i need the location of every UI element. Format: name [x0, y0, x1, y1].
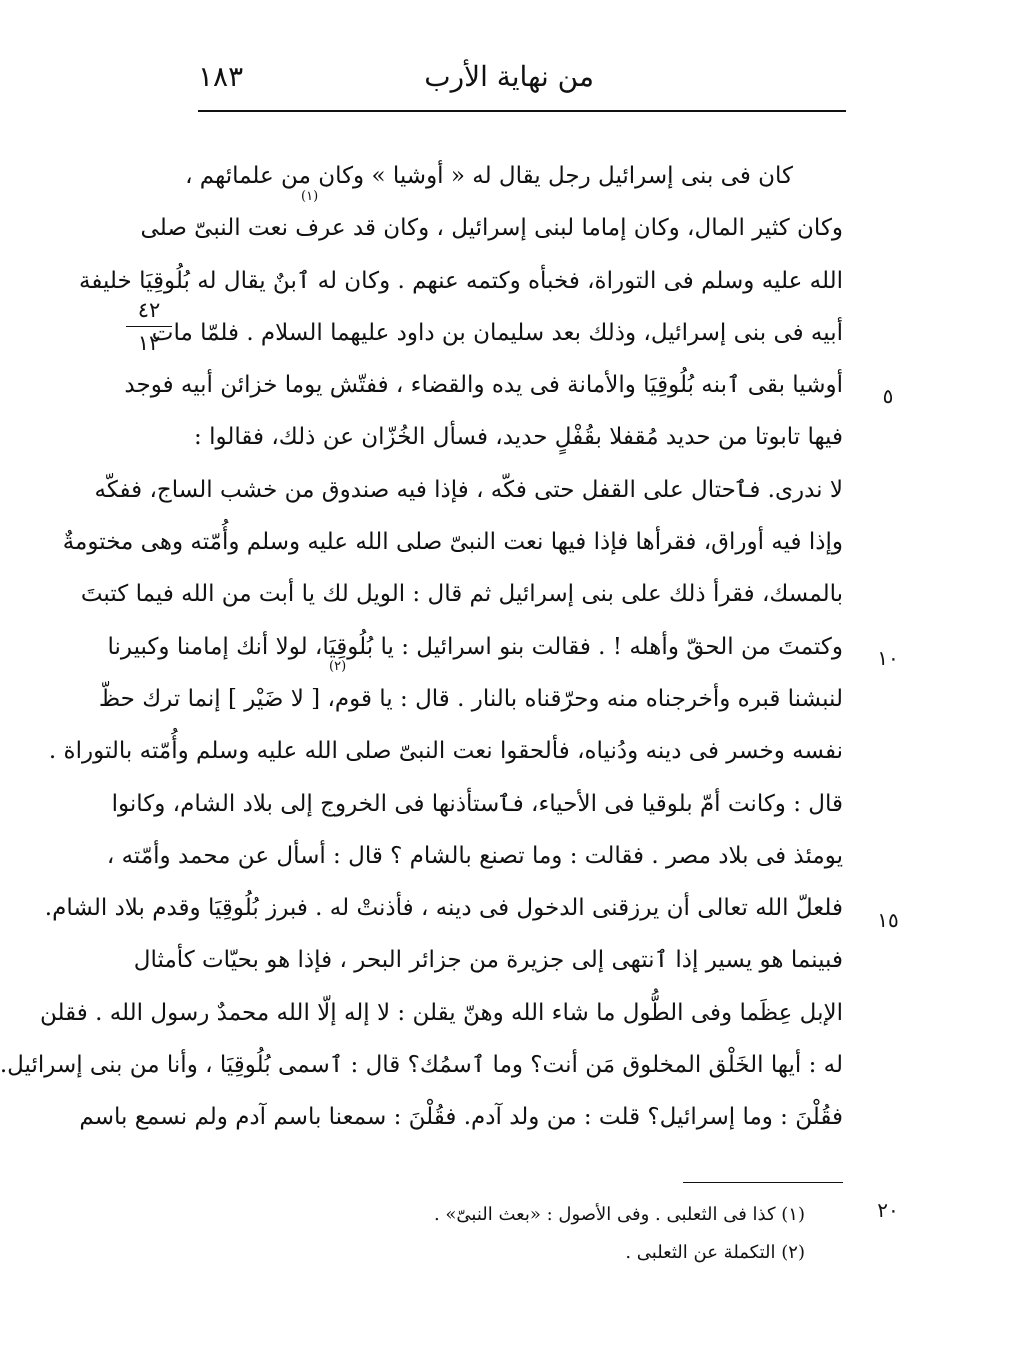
header-rule — [198, 110, 846, 112]
footnote: (١) كذا فى الثعلبى . وفى الأصول : «بعث النبىّ» . — [433, 1204, 805, 1225]
note-mark-1: (١) — [301, 189, 319, 204]
text-line: وإذا فيه أوراق، فقرأها فإذا فيها نعت النبىّ صلى الله عليه وسلم وأُمّته وهى مختومةٌ — [62, 529, 843, 556]
text-line: فقُلْنَ : وما إسرائيل؟ قلت : من ولد آدم. فقُلْنَ : سمعنا باسم آدم ولم نسمع باسم — [79, 1104, 843, 1131]
text-line: يومئذ فى بلاد مصر . فقالت : وما تصنع بالشام ؟ قال : أسأل عن محمد وأمّته ، — [106, 842, 843, 869]
text-line: لنبشنا قبره وأخرجناه منه وحرّقناه بالنار . قال : يا قوم، [ لا ضَيْر ] إنما ترك حظّ — [98, 685, 843, 712]
margin-ref-bottom: ١٢ — [137, 331, 161, 355]
margin-ref-top: ٤٢ — [137, 298, 161, 322]
text-line: الله عليه وسلم فى التوراة، فخبأه وكتمه عنهم . وكان له ٱبنٌ يقال له بُلُوقِيَا خليفة — [79, 267, 843, 294]
running-title: من نهاية الأرب — [424, 60, 594, 93]
text-line: فيها تابوتا من حديد مُقفلا بقُفْلٍ حديد، فسأل الخُزّان عن ذلك، فقالوا : — [194, 424, 843, 451]
line-number-15: ١٥ — [877, 908, 899, 932]
text-line: وكان كثير المال، وكان إماما لبنى إسرائيل ، وكان قد عرف نعت النبىّ صلى — [140, 215, 843, 242]
footnotes — [385, 1196, 805, 1272]
line-number-20: ٢٠ — [877, 1198, 899, 1222]
text-line: أبيه فى بنى إسرائيل، وذلك بعد سليمان بن داود عليهما السلام . فلمّا مات — [151, 319, 843, 346]
footnote-rule — [683, 1182, 843, 1183]
running-head — [198, 58, 844, 102]
text-line: له : أيها الخَلْق المخلوق مَن أنت؟ وما ٱسمُك؟ قال : ٱسمى بُلُوقِيَا ، وأنا من بنى إسرائيل. — [0, 1052, 843, 1079]
line-number-5: ٥ — [882, 384, 894, 408]
line-number-10: ١٠ — [877, 646, 899, 670]
text-line: وكتمتَ من الحقّ وأهله ! . فقالت بنو اسرائيل : يا بُلُوقِيَا، لولا أنك إمامنا وكبيرنا — [107, 633, 843, 660]
note-mark-2: (٢) — [329, 659, 347, 674]
text-line: فلعلّ الله تعالى أن يرزقنى الدخول فى دينه ، فأذنتْ له . فبرز بُلُوقِيَا وقدم بلاد الشام. — [44, 895, 843, 922]
text-line: نفسه وخسر فى دينه ودُنياه، فألحقوا نعت النبىّ صلى الله عليه وسلم وأُمّته بالتوراة . — [48, 738, 843, 765]
text-line: قال : وكانت أمّ بلوقيا فى الأحياء، فٱستأذنها فى الخروج إلى بلاد الشام، وكانوا — [111, 790, 843, 817]
text-line: أوشيا بقى ٱبنه بُلُوقِيَا والأمانة فى يده والقضاء ، ففتّش يوما خزائن أبيه فوجد — [124, 372, 843, 399]
text-line: فبينما هو يسير إذا ٱنتهى إلى جزيرة من جزائر البحر ، فإذا هو بحيّات كأمثال — [133, 947, 843, 974]
text-line: بالمسك، فقرأ ذلك على بنى إسرائيل ثم قال : الويل لك يا أبت من الله فيما كتبتَ — [80, 581, 843, 608]
text-line: لا ندرى. فٱحتال على القفل حتى فكّه ، فإذا فيه صندوق من خشب الساج، ففكّه — [94, 476, 843, 503]
footnote: (٢) التكملة عن الثعلبى . — [625, 1242, 805, 1263]
page-number: ١٨٣ — [198, 60, 244, 93]
text-line: كان فى بنى إسرائيل رجل يقال له « أوشيا » وكان من علمائهم ، — [185, 163, 793, 189]
text-line: الإبل عِظَما وفى الطُّول ما شاء الله وهنّ يقلن : لا إله إلّا الله محمدٌ رسول الله . فقلن — [40, 999, 843, 1026]
